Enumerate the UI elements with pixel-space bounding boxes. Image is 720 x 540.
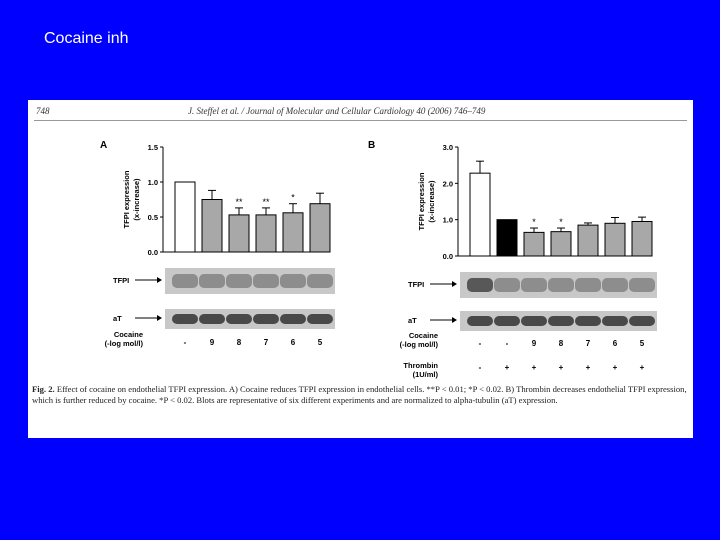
figure-2 bbox=[28, 100, 693, 382]
bar bbox=[256, 215, 276, 252]
panel-b-label: B bbox=[368, 140, 376, 151]
blot-band-tfpi bbox=[307, 274, 333, 288]
blot-band-at bbox=[172, 314, 198, 324]
blot-band-at bbox=[280, 314, 306, 324]
significance-mark: * bbox=[291, 192, 295, 203]
bar bbox=[229, 215, 249, 252]
blot-band-tfpi bbox=[629, 278, 655, 292]
y-axis-label: (x-increase) bbox=[132, 178, 141, 221]
bar bbox=[310, 204, 330, 252]
blot-band-tfpi bbox=[575, 278, 601, 292]
journal-header: J. Steffel et al. / Journal of Molecular and Cellular Cardiology 40 (2006) 746–749 bbox=[188, 106, 486, 116]
cocaine-dose-label: 8 bbox=[558, 339, 564, 348]
y-tick-label: 3.0 bbox=[442, 143, 453, 152]
cocaine-dose-label: 5 bbox=[639, 339, 645, 348]
y-tick-label: 0.5 bbox=[147, 213, 158, 222]
blot-band-at bbox=[602, 316, 628, 326]
blot-arrowhead bbox=[157, 315, 162, 321]
panel-a-label: A bbox=[100, 140, 108, 151]
y-tick-label: 1.0 bbox=[147, 178, 158, 187]
y-tick-label: 1.5 bbox=[147, 143, 158, 152]
blot-label: aT bbox=[408, 316, 417, 325]
blot-band-at bbox=[548, 316, 574, 326]
cocaine-dose-label: 6 bbox=[612, 339, 618, 348]
y-tick-label: 0.0 bbox=[147, 248, 158, 257]
thrombin-label: + bbox=[531, 363, 537, 372]
blot-arrowhead bbox=[452, 317, 457, 323]
bar bbox=[605, 223, 625, 256]
bar bbox=[524, 232, 544, 256]
cocaine-dose-label: 6 bbox=[290, 338, 296, 347]
slide-title: Cocaine inh bbox=[44, 30, 129, 47]
cocaine-dose-label: 9 bbox=[209, 338, 215, 347]
blot-band-at bbox=[467, 316, 493, 326]
blot-band-at bbox=[494, 316, 520, 326]
cocaine-dose-label: - bbox=[505, 339, 509, 348]
thrombin-label: + bbox=[558, 363, 564, 372]
paper-figure-page bbox=[28, 100, 693, 438]
thrombin-label: + bbox=[585, 363, 591, 372]
row-label-unit: (-log mol/l) bbox=[104, 339, 143, 348]
blot-label: TFPI bbox=[408, 280, 425, 289]
y-axis-label: (x-increase) bbox=[427, 180, 436, 223]
blot-band-tfpi bbox=[280, 274, 306, 288]
blot-band-tfpi bbox=[494, 278, 520, 292]
cocaine-dose-label: 8 bbox=[236, 338, 242, 347]
thrombin-label: - bbox=[478, 363, 482, 372]
blot-band-tfpi bbox=[199, 274, 225, 288]
blot-arrowhead bbox=[157, 277, 162, 283]
blot-band-at bbox=[199, 314, 225, 324]
row-label-thrombin: Thrombin bbox=[403, 361, 438, 370]
blot-band-at bbox=[629, 316, 655, 326]
row-label-unit: (-log mol/l) bbox=[399, 340, 438, 349]
row-label-thrombin-unit: (1U/ml) bbox=[412, 370, 438, 379]
bar bbox=[202, 200, 222, 253]
figure-caption bbox=[32, 384, 687, 406]
cocaine-dose-label: - bbox=[183, 338, 187, 347]
caption-text: Effect of cocaine on endothelial TFPI expression. A) Cocaine reduces TFPI expression in endothelial cells. **P < 0.01; *P < 0.02. B) Thrombin decreases endothelial TFPI expression, which is further reduced by cocaine. *P < 0.02. Blots are representative of six different experiments and are normalized to alpha-tubulin (aT) expression. bbox=[32, 384, 687, 405]
thrombin-label: + bbox=[612, 363, 618, 372]
blot-band-at bbox=[575, 316, 601, 326]
blot-band-at bbox=[253, 314, 279, 324]
row-label-cocaine: Cocaine bbox=[408, 331, 438, 340]
cocaine-dose-label: 7 bbox=[585, 339, 591, 348]
thrombin-label: + bbox=[504, 363, 510, 372]
bar bbox=[283, 213, 303, 252]
blot-band-at bbox=[521, 316, 547, 326]
blot-band-tfpi bbox=[226, 274, 252, 288]
bar bbox=[551, 232, 571, 256]
blot-band-tfpi bbox=[548, 278, 574, 292]
cocaine-dose-label: 7 bbox=[263, 338, 269, 347]
blot-arrowhead bbox=[452, 281, 457, 287]
blot-band-tfpi bbox=[253, 274, 279, 288]
cocaine-dose-label: 9 bbox=[531, 339, 537, 348]
panel-a-chart bbox=[105, 143, 335, 348]
significance-mark: ** bbox=[262, 196, 270, 207]
bar bbox=[497, 220, 517, 256]
blot-label: TFPI bbox=[113, 276, 130, 285]
panel-b-chart bbox=[400, 143, 657, 379]
caption-lead: Fig. 2. bbox=[32, 384, 55, 394]
y-tick-label: 0.0 bbox=[442, 252, 453, 261]
bar bbox=[470, 173, 490, 256]
page-number: 748 bbox=[36, 106, 50, 116]
blot-band-at bbox=[226, 314, 252, 324]
thrombin-label: + bbox=[639, 363, 645, 372]
cocaine-dose-label: - bbox=[478, 339, 482, 348]
significance-mark: * bbox=[532, 217, 536, 228]
bar bbox=[578, 225, 598, 256]
blot-band-tfpi bbox=[467, 278, 493, 292]
significance-mark: ** bbox=[235, 196, 243, 207]
blot-band-tfpi bbox=[172, 274, 198, 288]
row-label-cocaine: Cocaine bbox=[113, 330, 143, 339]
bar bbox=[632, 221, 652, 256]
blot-band-at bbox=[307, 314, 333, 324]
y-tick-label: 1.0 bbox=[442, 215, 453, 225]
blot-label: aT bbox=[113, 314, 122, 323]
cocaine-dose-label: 5 bbox=[317, 338, 323, 347]
blot-band-tfpi bbox=[602, 278, 628, 292]
bar bbox=[175, 182, 195, 252]
y-axis-label: TFPI expression bbox=[122, 170, 131, 229]
y-axis-label: TFPI expression bbox=[417, 172, 426, 231]
significance-mark: * bbox=[559, 217, 563, 228]
y-tick-label: 2.0 bbox=[442, 179, 453, 189]
blot-band-tfpi bbox=[521, 278, 547, 292]
